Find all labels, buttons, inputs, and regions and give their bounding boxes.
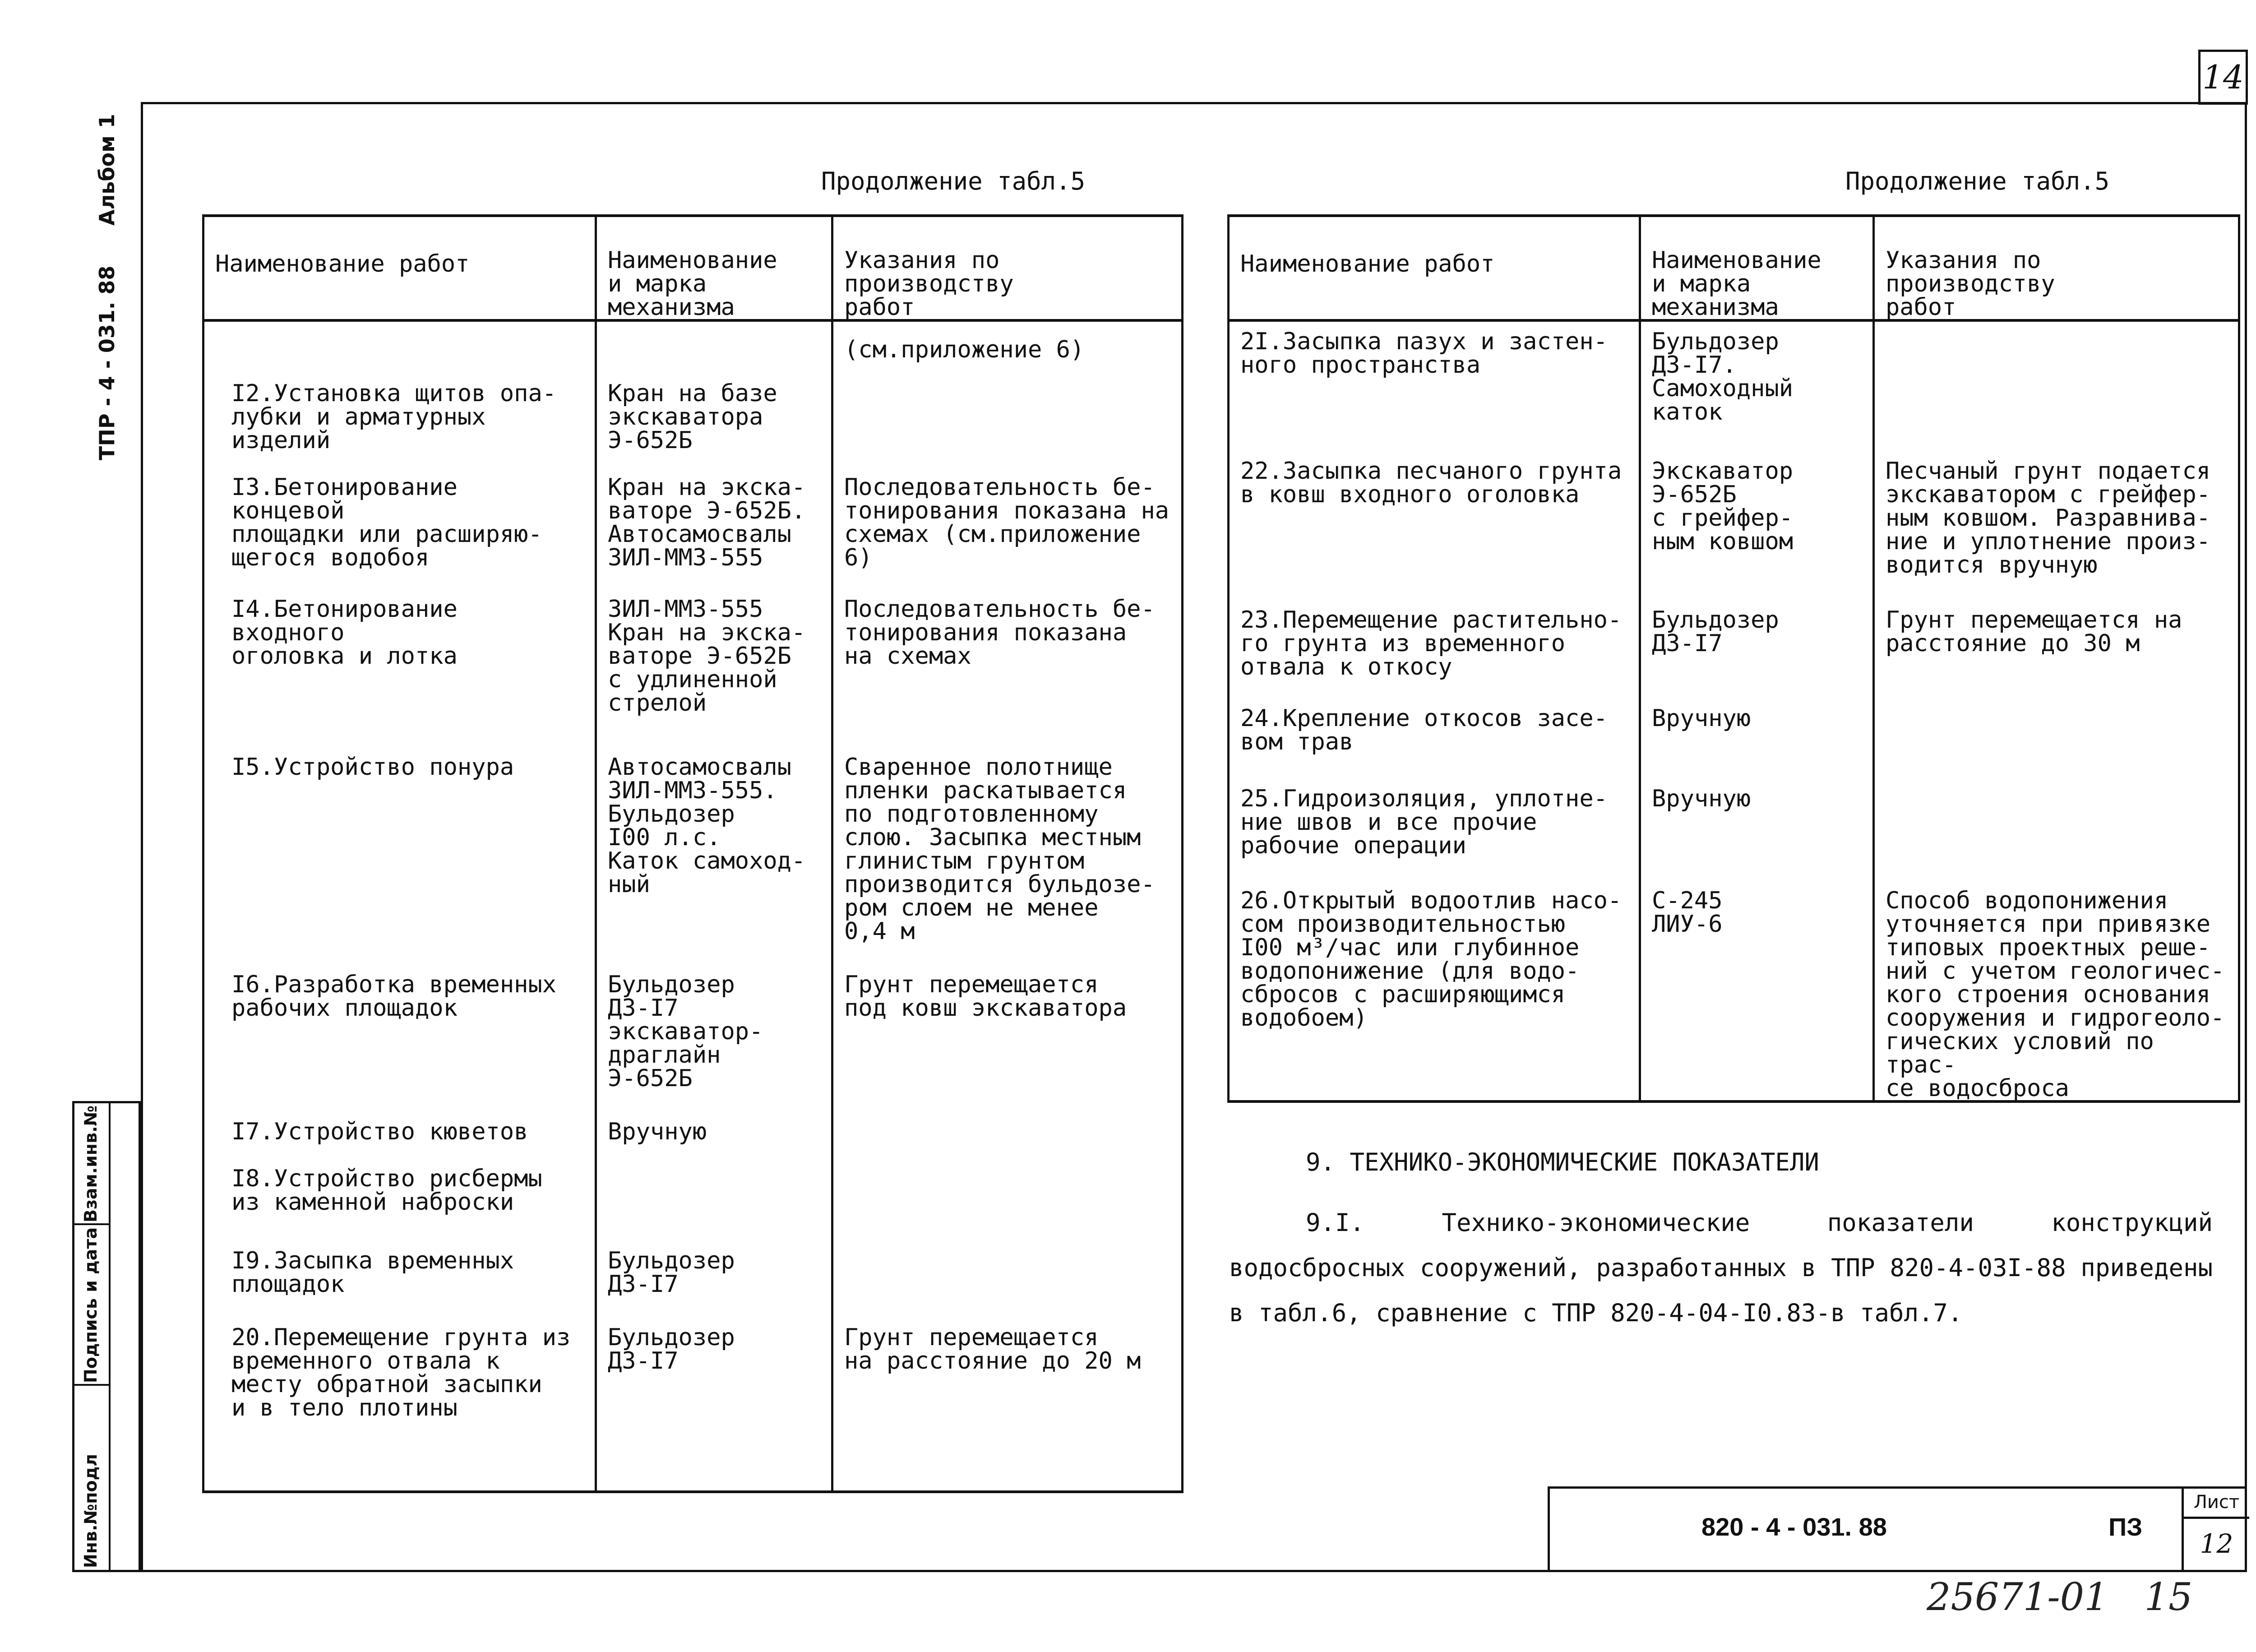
work-cell xyxy=(203,747,596,965)
table-row xyxy=(203,1159,1183,1241)
mechanism-cell: Кран на экска- ваторе Э-652Б. Автосамосвалы ЗИЛ-ММЗ-555 xyxy=(596,467,832,589)
table-row xyxy=(203,1241,1183,1318)
note-cell: Последовательность бе- тонирования показана на схемах (см.приложение 6) xyxy=(832,467,1183,589)
mechanism-cell: Вручную xyxy=(1640,779,1874,881)
row-number: I8. xyxy=(231,1165,274,1192)
mechanism-cell: Автосамосвалы ЗИЛ-ММЗ-555. Бульдозер I00 л.с. Каток самоход- ный xyxy=(596,747,832,965)
note-cell xyxy=(832,374,1183,467)
work-name: Засыпка пазух и застен- ного пространства xyxy=(1240,328,1608,379)
row-number: 26. xyxy=(1240,887,1283,914)
work-name: Установка щитов опа- лубки и арматурных изделий xyxy=(231,380,557,454)
signature-date-label: Подпись и дата xyxy=(81,1227,101,1383)
table-row xyxy=(1229,779,2239,881)
right-works-table xyxy=(1227,214,2240,1103)
mechanism-cell: Экскаватор Э-652Б с грейфер- ным ковшом xyxy=(1640,451,1874,600)
right-continuation-label: Продолжение табл.5 xyxy=(1845,167,2110,195)
row-number: I6. xyxy=(231,971,274,998)
col-header-work: Наименование работ xyxy=(203,216,596,320)
col-header-notes: Указания по производству работ xyxy=(832,216,1183,320)
mechanism-cell xyxy=(596,1159,832,1241)
col-header-work: Наименование работ xyxy=(1229,216,1640,320)
row-number: 25. xyxy=(1240,785,1283,812)
table-row xyxy=(1229,881,2239,1101)
work-cell xyxy=(203,1318,596,1492)
note-cell: Песчаный грунт подается экскаватором с грейфер- ным ковшом. Разравнива- ние и уплотнение произ- водится вручную xyxy=(1874,451,2239,600)
work-name: Перемещение растительно- го грунта из временного отвала к откосу xyxy=(1240,606,1622,680)
table-row xyxy=(203,965,1183,1112)
row-number: 2I. xyxy=(1240,328,1283,355)
work-cell xyxy=(203,965,596,1112)
table-row xyxy=(203,1112,1183,1159)
row-number: 23. xyxy=(1240,606,1283,634)
note-cell: Грунт перемещается под ковш экскаватора xyxy=(832,965,1183,1112)
work-cell xyxy=(203,374,596,467)
work-name: Засыпка временных площадок xyxy=(231,1247,514,1298)
work-name: Устройство рисбермы из каменной наброски xyxy=(231,1165,542,1216)
note-cell: Последовательность бе- тонирования показана на схемах xyxy=(832,589,1183,747)
work-name: Засыпка песчаного грунта в ковш входного оголовка xyxy=(1240,458,1622,508)
work-cell xyxy=(203,1241,596,1318)
mechanism-cell: ЗИЛ-ММЗ-555 Кран на экска- ваторе Э-652Б с удлиненной стрелой xyxy=(596,589,832,747)
table-row xyxy=(203,320,1183,374)
work-name: Перемещение грунта из временного отвала к месту обратной засыпки и в тело плотины xyxy=(231,1324,571,1421)
work-name: Гидроизоляция, уплотне- ние швов и все прочие рабочие операции xyxy=(1240,785,1608,859)
mechanism-cell: Бульдозер ДЗ-I7. Самоходный каток xyxy=(1640,320,1874,451)
col-header-notes: Указания по производству работ xyxy=(1874,216,2239,320)
table-row xyxy=(1229,600,2239,699)
mechanism-cell: Бульдозер ДЗ-I7 xyxy=(596,1241,832,1318)
work-name: Крепление откосов засе- вом трав xyxy=(1240,705,1608,755)
work-cell xyxy=(203,467,596,589)
title-block xyxy=(1548,1486,2247,1572)
row-number: I5. xyxy=(231,754,274,781)
row-number: I3. xyxy=(231,474,274,501)
work-cell xyxy=(1229,779,1640,881)
mechanism-cell: С-245 ЛИУ-6 xyxy=(1640,881,1874,1101)
sheet-number: 12 xyxy=(2200,1528,2233,1559)
table-row xyxy=(203,1318,1183,1492)
table-row xyxy=(203,374,1183,467)
note-cell xyxy=(832,1112,1183,1159)
note-cell: Грунт перемещается на расстояние до 30 м xyxy=(1874,600,2239,699)
work-cell xyxy=(1229,699,1640,779)
mechanism-cell: Бульдозер ДЗ-I7 xyxy=(596,1318,832,1492)
row-number: I4. xyxy=(231,596,274,623)
note-cell: Грунт перемещается на расстояние до 20 м xyxy=(832,1318,1183,1492)
work-name: Бетонирование входного оголовка и лотка xyxy=(231,596,458,670)
left-works-table xyxy=(202,214,1183,1493)
project-code-vertical: ТПР - 4 - 031. 88 xyxy=(95,265,119,460)
left-continuation-label: Продолжение табл.5 xyxy=(821,167,1086,195)
section-paragraph-text: 9.I. Технико-экономические показатели конструкций водосбросных сооружений, разработанных в ТПР 820-4-03I-88 приведены в табл.6, сравнение с ТПР 820-4-04-I0.83-в табл.7. xyxy=(1229,1208,2213,1327)
table-row xyxy=(203,589,1183,747)
row-number: I9. xyxy=(231,1247,274,1274)
document-type: ПЗ xyxy=(2108,1513,2143,1541)
section-title: 9. ТЕХНИКО-ЭКОНОМИЧЕСКИЕ ПОКАЗАТЕЛИ xyxy=(1306,1148,1819,1176)
replace-inv-label: Взам.инв.№ xyxy=(81,1105,101,1222)
sheet-label: Лист xyxy=(2184,1489,2249,1519)
table-row xyxy=(1229,699,2239,779)
work-name: Открытый водоотлив насо- сом производительностью I00 м³/час или глубинное водопонижение (для водо- сбросов с расширяющимся водобоем) xyxy=(1240,887,1622,1032)
work-cell xyxy=(203,320,596,374)
album-label: Альбом 1 xyxy=(95,114,119,226)
row-number: I7. xyxy=(231,1118,274,1145)
page-number: 14 xyxy=(2198,50,2248,105)
handwritten-archive-number: 25671-01 15 xyxy=(1927,1575,2193,1619)
work-name: Разработка временных рабочих площадок xyxy=(231,971,557,1022)
approval-stamp xyxy=(72,1101,141,1572)
work-name: Устройство кюветов xyxy=(273,1118,528,1145)
note-cell: Способ водопонижения уточняется при привязке типовых проектных реше- ний с учетом геологичес- кого строения основания сооружения и гидрогеоло- гических условий по трас- се водосброса xyxy=(1874,881,2239,1101)
document-code: 820 - 4 - 031. 88 xyxy=(1701,1513,1887,1541)
work-name: Бетонирование концевой площадки или расширяю- щегося водобоя xyxy=(231,474,542,571)
note-cell xyxy=(832,1159,1183,1241)
mechanism-cell: Бульдозер ДЗ-I7 экскаватор- драглайн Э-652Б xyxy=(596,965,832,1112)
work-cell xyxy=(203,1112,596,1159)
table-row xyxy=(203,747,1183,965)
note-cell xyxy=(832,1241,1183,1318)
mechanism-cell xyxy=(596,320,832,374)
note-cell xyxy=(1874,699,2239,779)
row-number: 24. xyxy=(1240,705,1283,732)
table-row xyxy=(1229,451,2239,600)
inv-original-label: Инв.№подл xyxy=(81,1453,101,1568)
note-cell: Сваренное полотнище пленки раскатывается по подготовленному слою. Засыпка местным глинистым грунтом производится бульдозе- ром слоем не менее 0,4 м xyxy=(832,747,1183,965)
mechanism-cell: Вручную xyxy=(596,1112,832,1159)
table-row xyxy=(1229,320,2239,451)
note-cell xyxy=(1874,320,2239,451)
work-cell xyxy=(1229,881,1640,1101)
col-header-mechanism: Наименование и марка механизма xyxy=(596,216,832,320)
note-cell: (см.приложение 6) xyxy=(832,320,1183,374)
work-name: Устройство понура xyxy=(273,754,514,781)
row-number: 22. xyxy=(1240,458,1283,485)
row-number: 20. xyxy=(231,1324,274,1351)
work-cell xyxy=(1229,320,1640,451)
mechanism-cell: Бульдозер ДЗ-I7 xyxy=(1640,600,1874,699)
work-cell xyxy=(203,1159,596,1241)
work-cell xyxy=(1229,600,1640,699)
work-cell xyxy=(203,589,596,747)
mechanism-cell: Кран на базе экскаватора Э-652Б xyxy=(596,374,832,467)
sheet-box xyxy=(2182,1489,2249,1572)
work-cell xyxy=(1229,451,1640,600)
table-row xyxy=(203,467,1183,589)
col-header-mechanism: Наименование и марка механизма xyxy=(1640,216,1874,320)
row-number: I2. xyxy=(231,380,274,407)
mechanism-cell: Вручную xyxy=(1640,699,1874,779)
note-cell xyxy=(1874,779,2239,881)
section-paragraph xyxy=(1229,1200,2213,1336)
